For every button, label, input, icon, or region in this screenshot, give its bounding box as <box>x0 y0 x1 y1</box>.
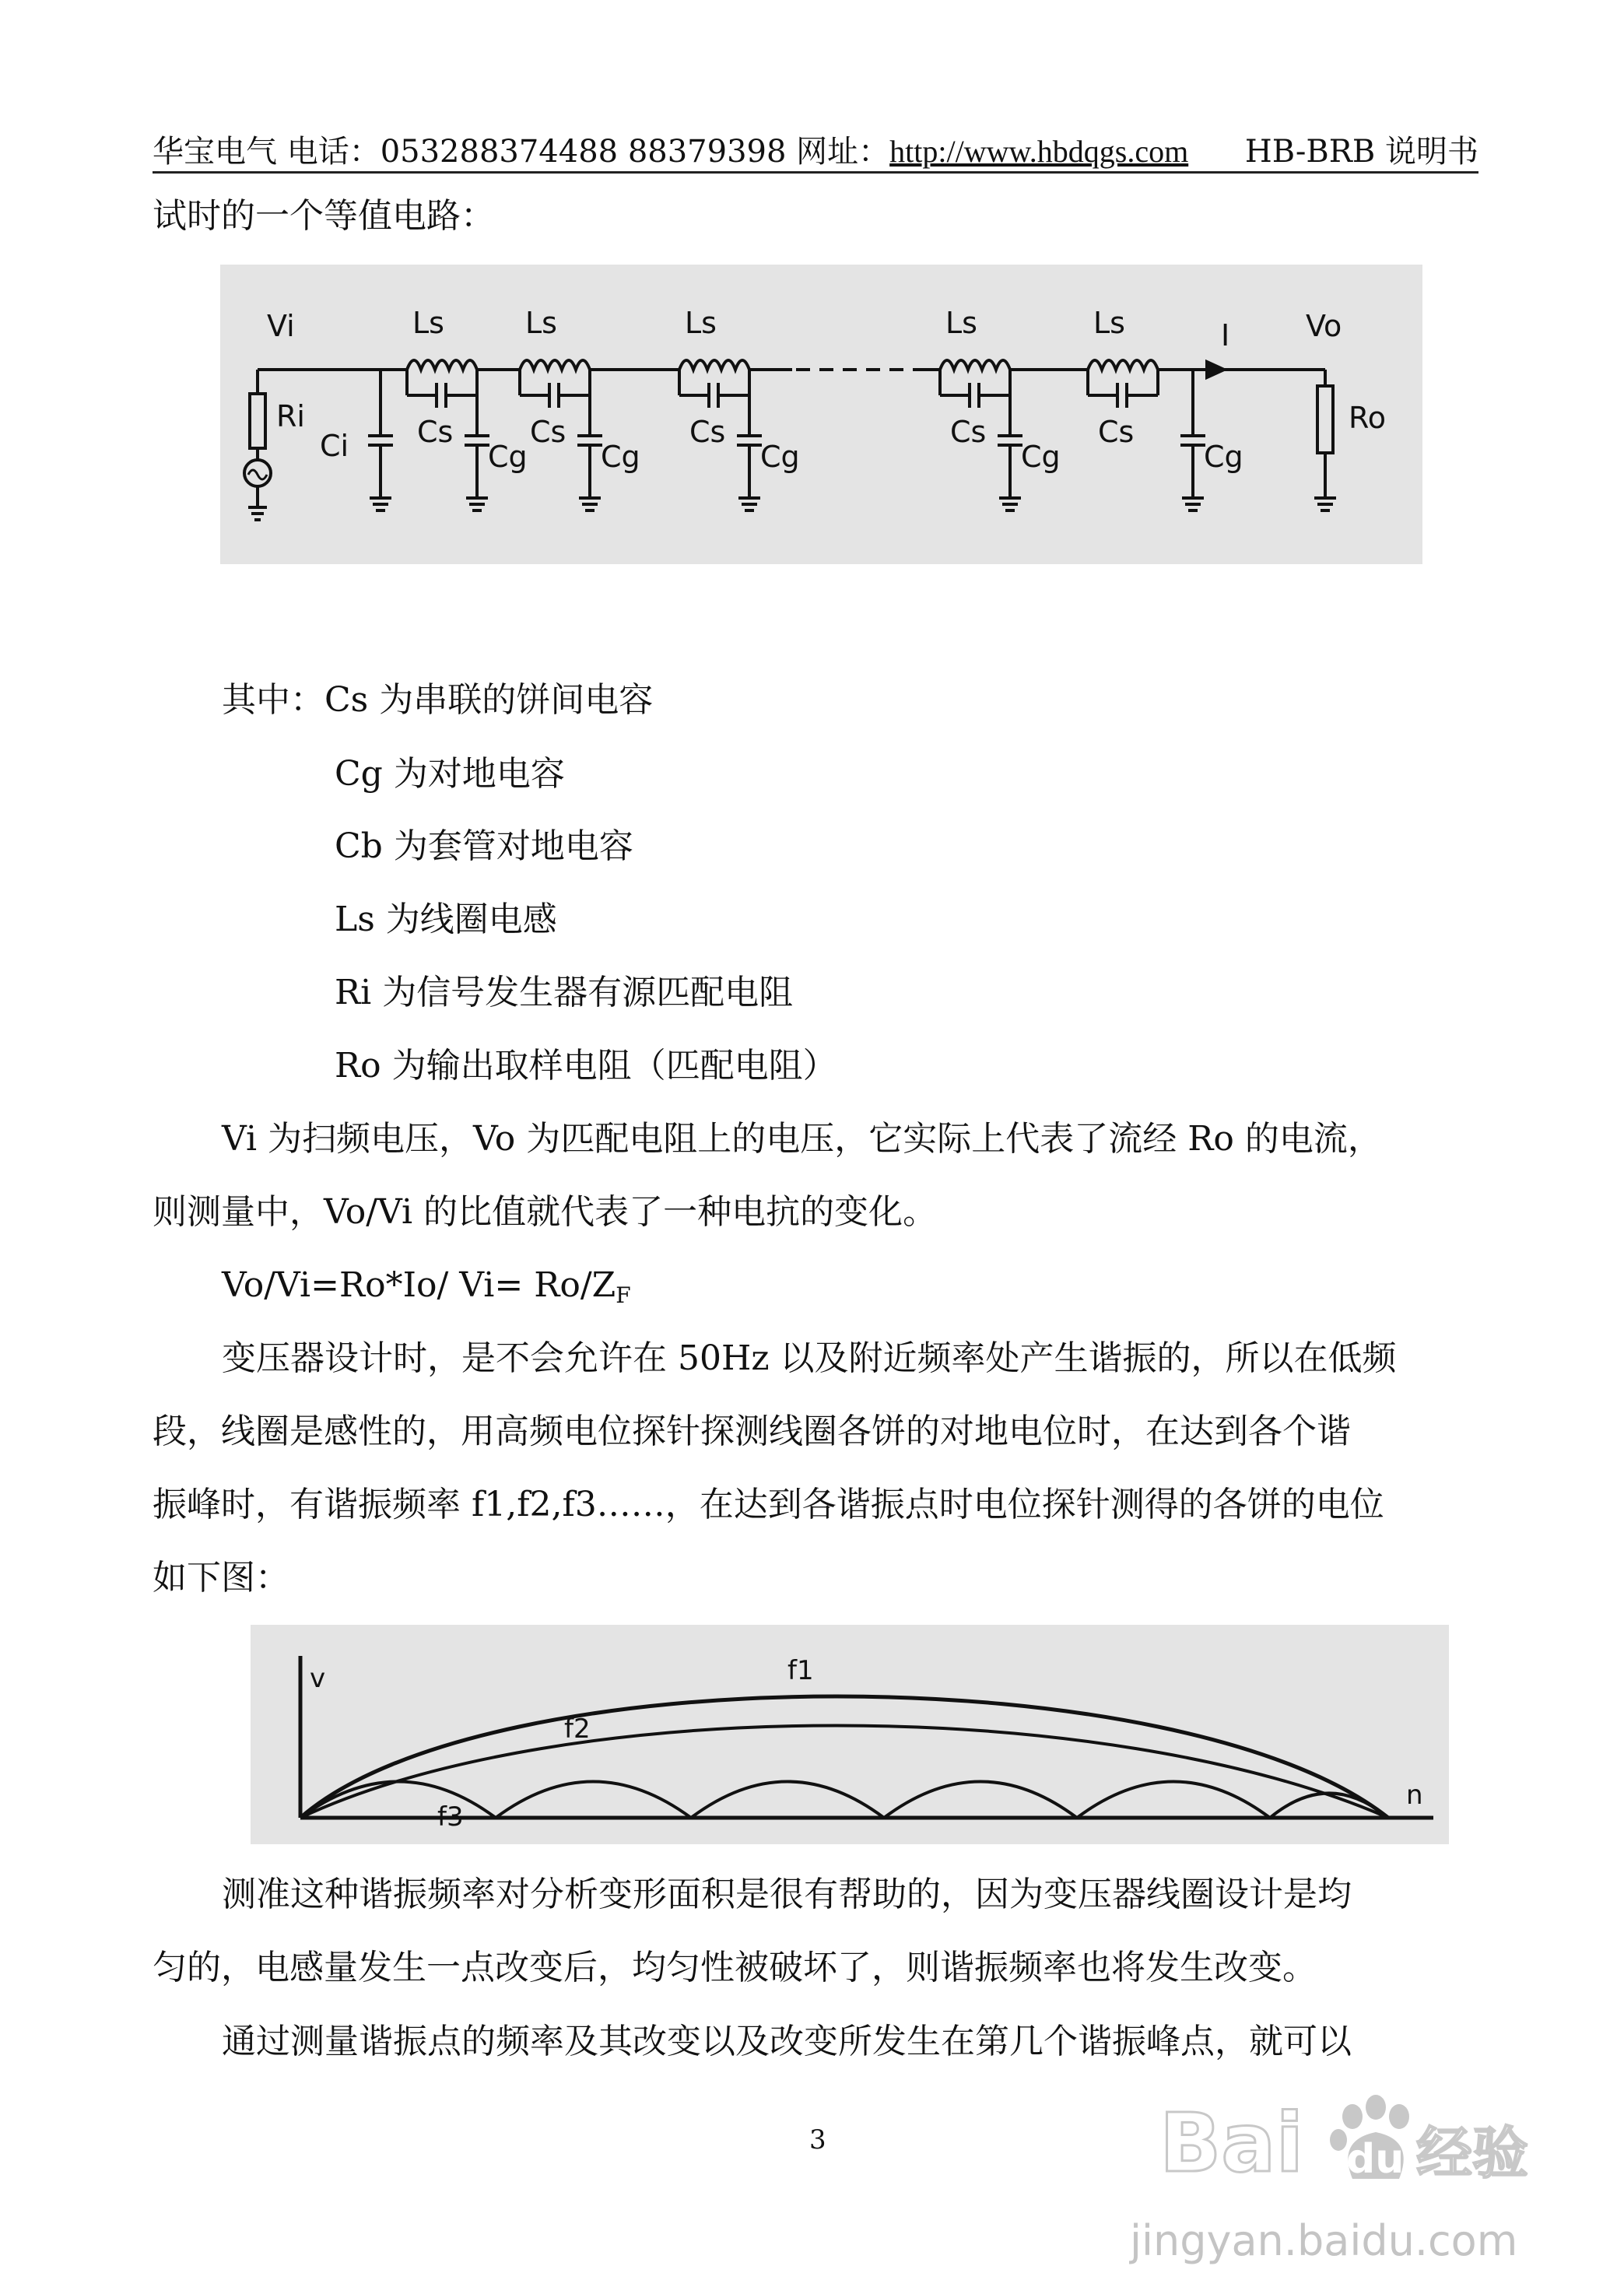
curve-f3-arc-5 <box>1077 1782 1270 1819</box>
paragraph1-line2: 则测量中，Vo/Vi 的比值就代表了一种电抗的变化。 <box>153 1192 938 1232</box>
label-cg-2: Cg <box>601 440 640 474</box>
definition-cs: 其中：Cs 为串联的饼间电容 <box>222 680 654 720</box>
header-url-link[interactable]: http://www.hbdqgs.com <box>889 134 1189 169</box>
svg-text:du: du <box>1346 2136 1405 2183</box>
definition-ri: Ri 为信号发生器有源匹配电阻 <box>335 973 794 1012</box>
header-doc-title: HB-BRB 说明书 <box>1244 134 1478 170</box>
watermark-url: jingyan.baidu.com <box>1130 2216 1518 2265</box>
label-cs-5: Cs <box>1098 415 1135 449</box>
page-header <box>153 132 1478 174</box>
definition-cg: Cg 为对地电容 <box>335 754 565 794</box>
label-ri: Ri <box>276 399 305 433</box>
label-ls-4: Ls <box>945 306 977 340</box>
label-ls-1: Ls <box>412 306 444 340</box>
label-cs-1: Cs <box>417 415 454 449</box>
paragraph2-line1: 变压器设计时，是不会允许在 50Hz 以及附近频率处产生谐振的，所以在低频 <box>222 1338 1397 1378</box>
label-current-i: I <box>1221 318 1230 353</box>
resonance-voltage-plot <box>251 1625 1449 1844</box>
curve-label-f2: f2 <box>564 1713 591 1745</box>
definition-ro: Ro 为输出取样电阻（匹配电阻） <box>335 1046 837 1086</box>
label-cs-3: Cs <box>689 415 726 449</box>
label-cg-5: Cg <box>1204 440 1243 474</box>
intro-line: 试时的一个等值电路： <box>153 196 495 236</box>
label-ci: Ci <box>320 429 349 463</box>
equivalent-circuit-diagram <box>220 265 1422 564</box>
paragraph4-line1: 通过测量谐振点的频率及其改变以及改变所发生在第几个谐振峰点，就可以 <box>222 2022 1352 2061</box>
curve-label-f1: f1 <box>787 1655 814 1686</box>
label-ls-5: Ls <box>1093 306 1125 340</box>
svg-text:Bai: Bai <box>1159 2096 1304 2191</box>
formula-subscript: F <box>616 1282 631 1308</box>
baidu-jingyan-watermark-logo <box>1159 2085 1533 2194</box>
current-arrow <box>1207 362 1224 377</box>
label-cg-1: Cg <box>488 440 528 474</box>
paragraph3-line2: 匀的，电感量发生一点改变后，均匀性被破坏了，则谐振频率也将发生改变。 <box>153 1948 1317 1987</box>
curve-label-f3: f3 <box>437 1801 464 1833</box>
definition-cb: Cb 为套管对地电容 <box>335 826 633 866</box>
curve-f3-arc-2 <box>496 1782 691 1819</box>
paragraph2-line3: 振峰时，有谐振频率 f1,f2,f3……，在达到各谐振点时电位探针测得的各饼的电位 <box>153 1485 1384 1524</box>
label-vo: Vo <box>1306 309 1342 343</box>
label-ls-2: Ls <box>525 306 557 340</box>
header-company-phone: 华宝电气 电话：053288374488 88379398 网址： <box>153 134 890 170</box>
paragraph3-line1: 测准这种谐振频率对分析变形面积是很有帮助的，因为变压器线圈设计是均 <box>222 1875 1352 1914</box>
formula-main: Vo/Vi=Ro*Io/ Vi= Ro/Z <box>222 1265 616 1305</box>
label-ls-3: Ls <box>685 306 717 340</box>
label-cs-2: Cs <box>530 415 566 449</box>
label-cs-4: Cs <box>950 415 987 449</box>
curve-f3-arc-6 <box>1270 1794 1388 1819</box>
resistor-ro <box>1317 386 1333 453</box>
label-cg-4: Cg <box>1021 440 1061 474</box>
equivalent-circuit-figure <box>220 265 1422 564</box>
paragraph1-line1: Vi 为扫频电压，Vo 为匹配电阻上的电压，它实际上代表了流经 Ro 的电流， <box>222 1119 1382 1159</box>
curve-f3-arc-1 <box>300 1782 496 1819</box>
curve-f3-arc-3 <box>691 1782 884 1819</box>
label-vi: Vi <box>267 309 295 343</box>
ladder-section-4 <box>924 360 1088 510</box>
svg-text:经验: 经验 <box>1416 2120 1529 2186</box>
resonance-voltage-figure <box>251 1625 1449 1844</box>
paragraph2-line2: 段，线圈是感性的，用高频电位探针探测线圈各饼的对地电位时，在达到各个谐 <box>153 1412 1351 1451</box>
resistor-ri <box>250 394 265 448</box>
formula <box>222 1262 631 1319</box>
y-axis-label: v <box>310 1663 326 1694</box>
page-number: 3 <box>809 2124 826 2155</box>
x-axis-label: n <box>1406 1780 1423 1811</box>
label-cg-3: Cg <box>760 440 800 474</box>
definition-ls: Ls 为线圈电感 <box>335 900 557 939</box>
label-ro: Ro <box>1349 401 1386 435</box>
header-left <box>153 132 1188 171</box>
paragraph2-line4: 如下图： <box>153 1558 289 1598</box>
curve-f3-arc-4 <box>884 1782 1077 1819</box>
